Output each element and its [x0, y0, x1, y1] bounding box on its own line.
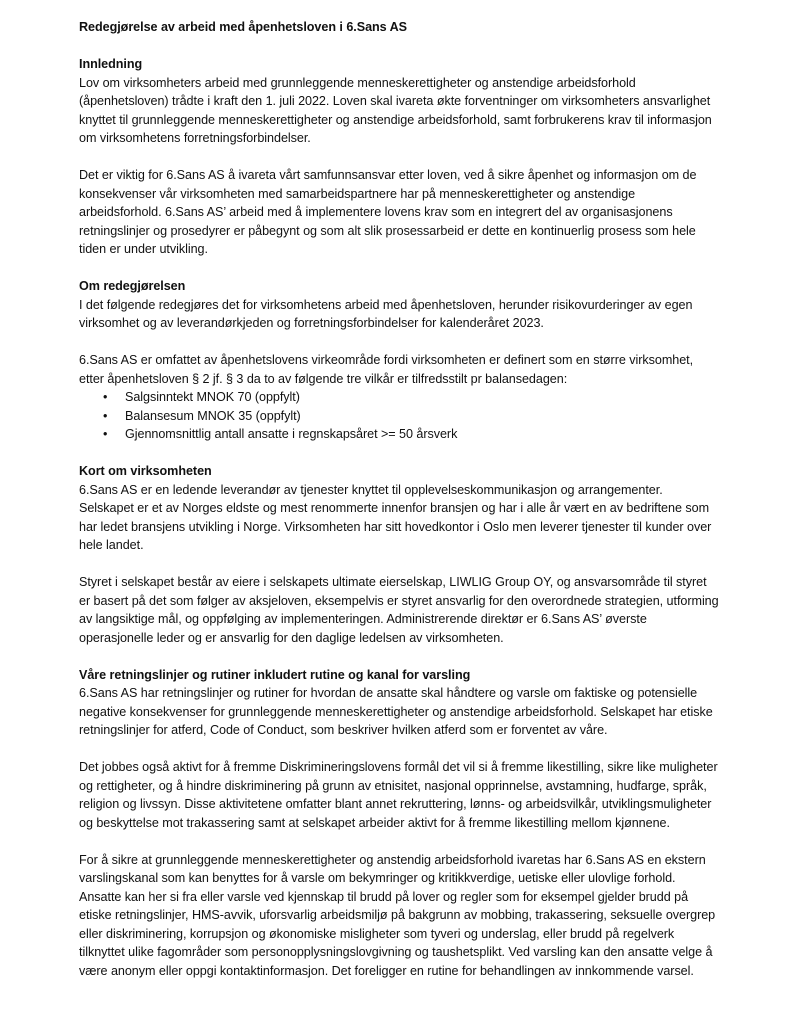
document-title: Redegjørelse av arbeid med åpenhetsloven i 6.Sans AS — [79, 20, 407, 34]
list-item-text: Balansesum MNOK 35 (oppfylt) — [125, 408, 301, 423]
paragraph: Det jobbes også aktivt for å fremme Diskrimineringslovens formål det vil si å fremme likestilling, sikre like muligheter og rettigheter, og å hindre diskriminering på grunn av etnisitet, nasjonal opprinnelse, avstamning, hudfarge, språk, religion og livssyn. Disse aktivitetene omfatter blant annet rekruttering, lønns- og arbeidsvilkår, utviklingsmuligheter og beskyttelse mot trakassering samt at selskapet arbeider aktivt for å fremme likestilling mellom kjønnene. — [79, 760, 718, 830]
paragraph: 6.Sans AS er omfattet av åpenhetslovens virkeområde fordi virksomheten er definert som en større virksomhet, etter åpenhetsloven § 2 jf. § 3 da to av følgende tre vilkår er tilfredsstilt pr balansedagen: — [79, 353, 694, 386]
paragraph: Lov om virksomheters arbeid med grunnleggende menneskerettigheter og anstendige arbeidsforhold (åpenhetsloven) trådte i kraft den 1. juli 2022. Loven skal ivareta økte forventninger om virksomheters ansvarlighet knyttet til grunnleggende menneskerettigheter og anstendige arbeidsforhold, samt forbrukerens krav til informasjon om virksomhetens forretningsforbindelser. — [79, 75, 712, 145]
list-item-text: Gjennomsnittlig antall ansatte i regnskapsåret >= 50 årsverk — [125, 427, 458, 441]
criteria-list — [79, 388, 719, 444]
spacer — [79, 148, 719, 167]
bullet-icon: • — [103, 408, 108, 423]
paragraph: Det er viktig for 6.Sans AS å ivareta vårt samfunnsansvar etter loven, ved å sikre åpenhet og informasjon om de konsekvenser vår virksomheten med samarbeidspartnere har på menneskerettigheter og anstendige arbeidsforhold. 6.Sans AS’ arbeid med å implementere lovens krav som en integrert del av organisasjonens retningslinjer og prosedyrer er påbegynt og som alt slik prosessarbeid er dette en kontinuerlig prosess som hele tiden er under utvikling. — [79, 168, 697, 256]
spacer — [79, 37, 719, 56]
paragraph: 6.Sans AS er en ledende leverandør av tjenester knyttet til opplevelseskommunikasjon og arrangementer. Selskapet er et av Norges eldste og mest renommerte innenfor bransjen og har i alle år vært en av bedriftene som har ledet bransjens utvikling i Norge. Virksomheten har sitt hovedkontor i Oslo men leverer tjenester til kunder over hele landet. — [79, 482, 712, 552]
spacer — [79, 647, 719, 666]
list-item — [79, 388, 719, 407]
paragraph: Styret i selskapet består av eiere i selskapets ultimate eierselskap, LIWLIG Group OY, og ansvarsområde til styret er basert på det som følger av aksjeloven, eksempelvis er styret ansvarlig for den overordnede strategien, utforming av langsiktige mål, og oppfølging av implementeringen. Administrerende direktør er 6.Sans AS’ øverste operasjonelle leder og er ansvarlig for den daglige ledelsen av virksomheten. — [79, 575, 719, 645]
bullet-icon: • — [103, 427, 108, 441]
spacer — [79, 259, 719, 278]
spacer — [79, 444, 719, 463]
document-page — [79, 18, 719, 980]
spacer — [79, 333, 719, 352]
bullet-icon: • — [103, 390, 108, 404]
spacer — [79, 832, 719, 851]
list-item — [79, 407, 719, 426]
list-item — [79, 425, 719, 444]
list-item-text: Salgsinntekt MNOK 70 (oppfylt) — [125, 390, 300, 404]
spacer — [79, 740, 719, 759]
section-heading-om-redegjorelsen: Om redegjørelsen — [79, 279, 186, 293]
spacer — [79, 555, 719, 574]
paragraph: For å sikre at grunnleggende menneskerettigheter og anstendig arbeidsforhold ivaretas har 6.Sans AS en ekstern varslingskanal som kan benyttes for å varsle om bekymringer og kritikkverdige, uetiske eller ulovlige forhold. Ansatte kan her si fra eller varsle ved kjennskap til brudd på lover og regler som for eksempel gjelder brudd på etiske retningslinjer, HMS-avvik, uforsvarlig arbeidsmiljø på bakgrunn av mobbing, trakassering, seksuelle overgrep eller diskriminering, korrupsjon og økonomiske misligheter som tyveri og underslag, eller brudd på regelverk tilknyttet ulike fagområder som personopplysningslovgivning og taushetsplikt. Ved varsling kan den ansatte velge å være anonym eller oppgi kontaktinformasjon. Det foreligger en rutine for behandlingen av innkommende varsel. — [79, 852, 716, 978]
paragraph: I det følgende redegjøres det for virksomhetens arbeid med åpenhetsloven, herunder risikovurderinger av egen virksomhet og av leverandørkjeden og forretningsforbindelser for kalenderåret 2023. — [79, 297, 693, 330]
section-heading-retningslinjer: Våre retningslinjer og rutiner inkludert rutine og kanal for varsling — [79, 667, 471, 682]
paragraph: 6.Sans AS har retningslinjer og rutiner for hvordan de ansatte skal håndtere og varsle om faktiske og potensielle negative konsekvenser for grunnleggende menneskerettigheter og anstendige arbeidsforhold. Selskapet har etiske retningslinjer for atferd, Code of Conduct, som beskriver hvilken atferd som er forventet av våre. — [79, 686, 713, 737]
section-heading-innledning: Innledning — [79, 57, 143, 71]
section-heading-kort-om-virksomheten: Kort om virksomheten — [79, 464, 212, 478]
